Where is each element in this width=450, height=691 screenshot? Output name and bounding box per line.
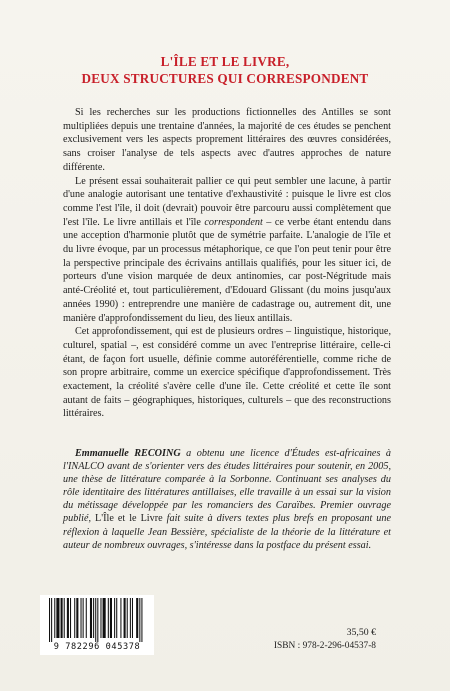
barcode-bar (83, 598, 84, 638)
author-bio (63, 447, 391, 552)
barcode (40, 595, 154, 655)
barcode-bar (95, 598, 96, 642)
summary-paragraph-1: Si les recherches sur les productions fictionnelles des Antilles se sont multipliées depuis une trentaine d'années, la majorité de ces études se penchent exclusivement vers les aspects proprement littéraires des œuvres considérées, sans croiser l'analyse de tels aspects avec d'autres approches de nature différente. (63, 107, 391, 173)
barcode-bar (127, 598, 128, 638)
summary-paragraph-2 (63, 175, 391, 326)
barcode-bar (61, 598, 63, 638)
barcode-bar (93, 598, 94, 638)
summary-text (63, 106, 391, 421)
summary-paragraph-2-part-b: – ce verbe étant entendu dans une acception d'harmonie plutôt que de symétrie parfaite. L'analogie de l'île et du livre évoque, par un processus métaphorique, ce que l'on peut tenir pour être la perspective principale des écrivains antillais qualifiés, pour les situer ici, de porteurs d'une vision marquée de deux antinomies, car post-Négritude mais anté-Créolité et, tout particulièrement, d'Edouard Glissant (du moins jusqu'aux années 1990) : entreprendre une manière de cadastrage ou, autrement dit, une manière d'approfondissement du lieu, des lieux antillais. (63, 216, 391, 324)
barcode-bar (141, 598, 142, 642)
barcode-bar (76, 598, 78, 638)
barcode-bar (132, 598, 133, 638)
author-book-title: L'Île et le Livre (95, 513, 163, 525)
barcode-bar (67, 598, 69, 638)
barcode-bar (136, 598, 138, 638)
barcode-bar (51, 598, 52, 642)
book-title-line-2: DEUX STRUCTURES QUI CORRESPONDENT (81, 71, 369, 86)
author-bio-paragraph (63, 447, 391, 552)
barcode-bar (70, 598, 71, 638)
barcode-bar (49, 598, 50, 642)
barcode-bar (116, 598, 117, 638)
barcode-digits: 9 782296 045378 (53, 642, 141, 652)
barcode-bar (90, 598, 92, 638)
barcode-bar (120, 598, 121, 638)
barcode-bar (124, 598, 126, 638)
book-title-line-1: L'ÎLE ET LE LIVRE, (160, 54, 290, 69)
summary-paragraph-2-part-a: Le présent essai souhaiterait pallier ce qui peut sembler une lacune, à partir d'une analogie autorisant une tentative d'exhaustivité : puisque le livre est clos comme l'est l'île, il doit (devrait) pouvoir être parcouru aussi complètement que l'est l'île. Le livre antillais et l'île (63, 175, 391, 228)
isbn: ISBN : 978-2-296-04537-8 (273, 641, 376, 651)
barcode-bar (103, 598, 106, 638)
barcode-bar (74, 598, 75, 638)
barcode-bar (114, 598, 115, 638)
barcode-bar (54, 598, 55, 638)
barcode-bars (43, 598, 151, 642)
barcode-bar (81, 598, 82, 638)
barcode-bar (97, 598, 98, 642)
author-bio-part-b: fait suite à divers textes plus brefs en proposant une réflexion à laquelle Jean Bessière, spécialiste de la théorie de la littérature et auteur de nombreux ouvrages, s'intéresse dans la postface du présent essai. (63, 513, 391, 551)
author-name: Emmanuelle RECOING (75, 448, 181, 459)
price: 35,50 € (346, 627, 376, 638)
barcode-bar (86, 598, 87, 638)
summary-paragraph-3: Cet approfondissement, qui est de plusieurs ordres – linguistique, historique, culturel, spatial –, est considéré comme un avec l'entreprise littéraire, celle-ci étant, de façon fort usuelle, définie comme autoréférentielle, comme riche de son propre arbitraire, comme un exercice spécifique d'approfondissement. Très exactement, la créolité s'avère celle d'une île. Cette créolité et cette île sont autant de faits – géographiques, historiques, culturels – que des reconstructions littéraires. (63, 326, 391, 420)
summary-emphasis-correspondent: correspondent (204, 216, 263, 228)
barcode-bar (56, 598, 59, 638)
barcode-bar (64, 598, 65, 638)
barcode-bar (130, 598, 131, 638)
author-bio-part-a: a obtenu une licence d'Études est-africaines à l'INALCO avant de s'orienter vers des études littéraires pour soutenir, en 2005, une thèse de littérature comparée à la Sorbonne. Continuant ses analyses du rôle identitaire des littératures antillaises, elle travaille à un essai sur la vision du métissage développée par les romanciers des Caraïbes. Premier ouvrage publié, (63, 448, 391, 525)
barcode-bar (100, 598, 101, 638)
barcode-bar (139, 598, 140, 642)
barcode-bar (110, 598, 112, 638)
barcode-bar (108, 598, 109, 638)
